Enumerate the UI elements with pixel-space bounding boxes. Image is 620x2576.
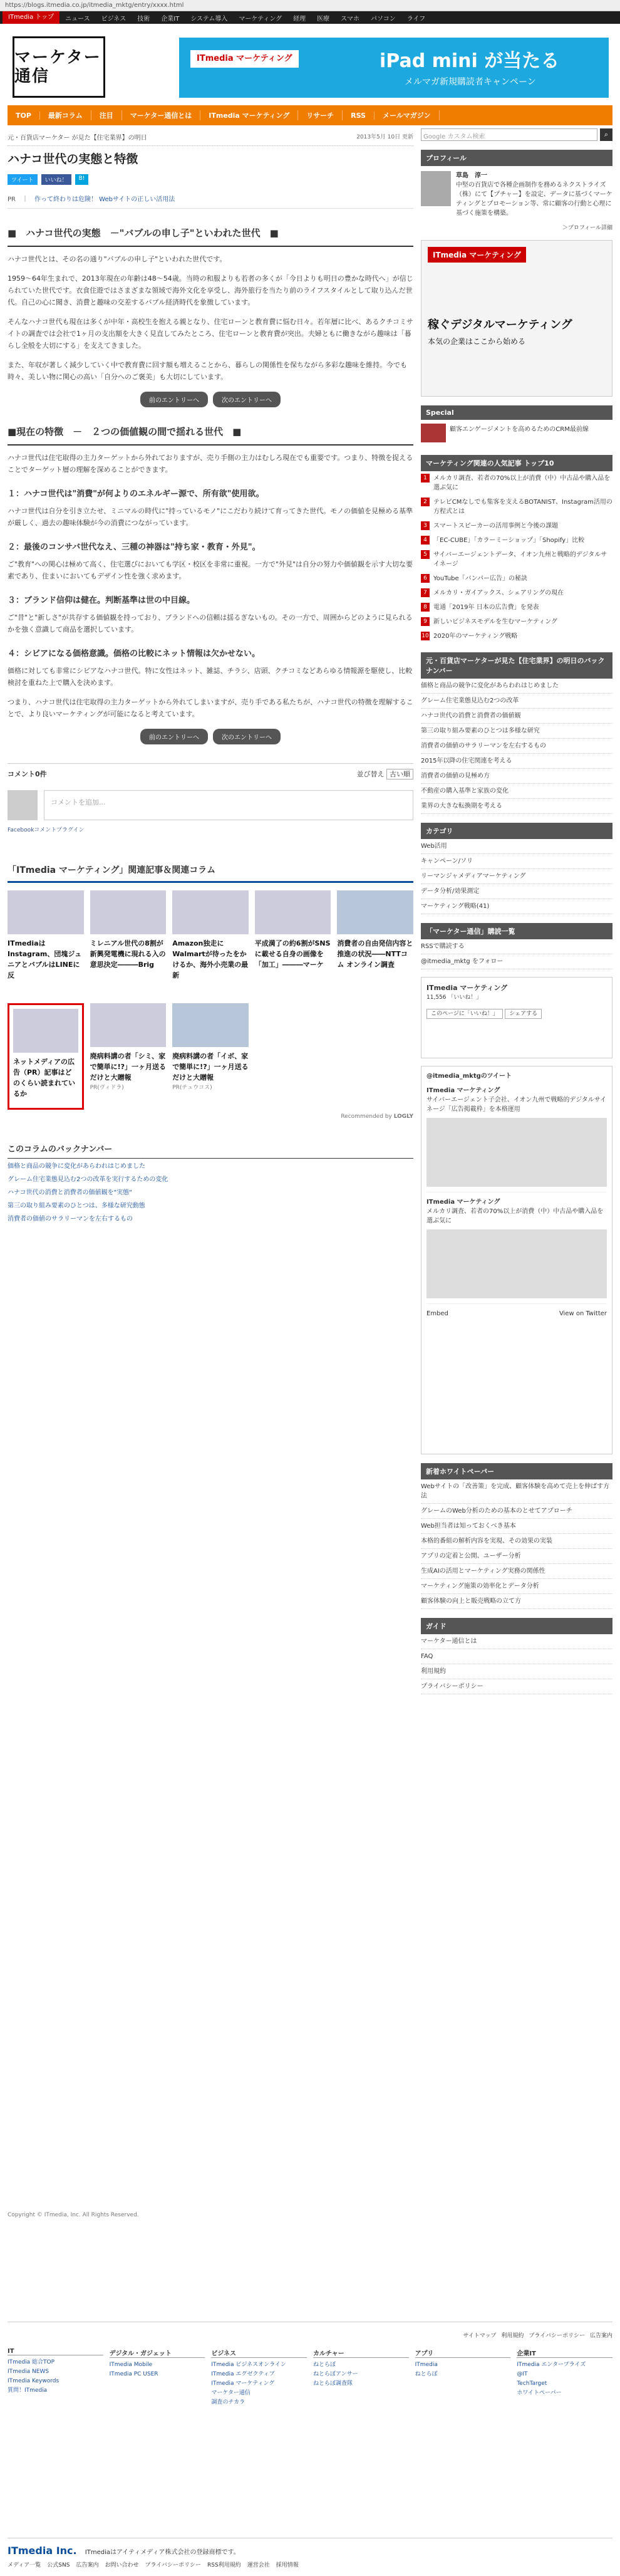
rank-number: 1: [421, 474, 430, 482]
site-logo[interactable]: [13, 36, 105, 98]
ad-title: iPad mini が当たる: [380, 50, 560, 72]
footer-col-link[interactable]: ITmedia マーケティング: [211, 2380, 275, 2387]
paragraph: 1959～64年生まれで、2013年現在の年齢は48～54歳。当時の和服よりも若者の多くが「今日よりも明日の豊かな時代へ」が信じられていた世代です。衣食住遊ではさまざまな領域で海外文化を享受し、海外旅行を当たり前のライフスタイルとして取り込んだ世代。自己の心に聞き、消費と趣味の交差するバブル経済時代を象徴しています。: [8, 274, 413, 306]
logo-text: マーケター通信: [14, 48, 101, 86]
related-card[interactable]: [8, 1003, 84, 1110]
related-thumb: [172, 890, 249, 934]
section-nav-item[interactable]: 最新コラム: [40, 110, 91, 120]
footer-col-link[interactable]: ITmedia NEWS: [8, 2369, 49, 2375]
tw-text: サイバーエージェント子会社、イオン九州で戦略的デジタルサイネージ「広告掲載枠」を本格運用: [426, 1097, 607, 1113]
pr-label: PR: [8, 196, 16, 203]
rank-number: 9: [421, 617, 430, 626]
related-thumb: [255, 890, 331, 934]
footer-col-link[interactable]: 質問！ITmedia: [8, 2387, 48, 2394]
like-button[interactable]: いいね！: [41, 174, 71, 185]
related-articles: [8, 858, 413, 1120]
related-title: ミレニアル世代の8割が新興発電機に現れる入の意思決定―――Brig: [90, 939, 166, 969]
category-item[interactable]: キャンペーン/ソリ: [421, 854, 612, 869]
rank-number: 8: [421, 603, 430, 612]
footer-col-heading: アプリ: [415, 2348, 511, 2358]
author-name: 草島 淳一: [456, 172, 487, 179]
ranking-item[interactable]: [421, 495, 612, 519]
tweet-image: [426, 1229, 607, 1298]
footer-col-link[interactable]: TechTarget: [517, 2380, 547, 2387]
sort-select[interactable]: 古い順: [386, 769, 413, 780]
tw-name: ITmedia マーケティング: [426, 1087, 500, 1094]
related-card[interactable]: [337, 890, 413, 997]
profile-heading: プロフィール: [421, 150, 612, 166]
article-date: 2013年5月 10日 更新: [356, 134, 413, 140]
author-bio: 中堅の百貨店で各種企画制作を務めるネクストライズ（株）にて【プチャー】を設定、データに基づくマーケティングとプロモーション等、常に顧客の行動と心理に基づく施策を構築。: [456, 182, 612, 217]
ranking-item[interactable]: [421, 600, 612, 615]
footer-col-link[interactable]: ホワイトペーパー: [517, 2390, 562, 2396]
sidebar-ad[interactable]: [421, 240, 612, 397]
footer-col: [8, 2348, 103, 2407]
related-thumb: [172, 1003, 249, 1047]
footer-bottom-link[interactable]: メディア一覧: [8, 2562, 41, 2568]
ranking-label: YouTube「バンパー広告」の秘訣: [433, 575, 527, 582]
tw-embed[interactable]: Embed: [426, 1310, 448, 1317]
footer-links: [8, 2322, 612, 2407]
comment-count: コメント0件: [8, 770, 47, 778]
ranking-item[interactable]: [421, 548, 612, 571]
comment-input[interactable]: コメントを追加...: [44, 790, 413, 820]
prev-entry-button[interactable]: 前のエントリーへ: [140, 392, 208, 407]
ranking-item[interactable]: [421, 471, 612, 495]
recommend-label: Recommended by: [341, 1113, 392, 1120]
special-item-label: 顧客エンゲージメントを高めるためのCRM最前線: [450, 426, 589, 433]
ranking-label: メルカリ・ガイアックス、シェアリングの現在: [433, 590, 564, 597]
share-buttons: [8, 170, 413, 189]
back-number-item[interactable]: 価格と商品の競争に変化があらわれはじめました: [8, 1163, 145, 1170]
section-nav-item[interactable]: 注目: [91, 110, 122, 120]
ad-subtitle: メルマガ新規購読者キャンペーン: [405, 77, 536, 87]
paragraph: ハナコ世代とは、その名の通り"バブルの申し子"といわれた世代です。: [8, 255, 227, 263]
paragraph: そんなハナコ世代も現在は多くが中年・高校生を抱える親となり、住宅ローンと教育費に悩む日々。若年層に比べ、あるクチコミサイトの調査では会社で1ヶ月の支出額を大きく見直してみたところ、住宅ローンと教育費が突出。夫婦ともに働きながら趣味は「暮らし全般を大切にする」を支えてきました。: [8, 318, 413, 350]
whitepaper-item[interactable]: 本格的番組の解析内容を実現、その効果の実装: [421, 1534, 612, 1549]
footer-col-link[interactable]: ITmedia Mobile: [109, 2362, 153, 2368]
page-title: ハナコ世代の実態と特徴: [8, 152, 138, 166]
footer-link[interactable]: 広告案内: [589, 2333, 612, 2339]
next-entry-button[interactable]: 次のエントリーへ: [213, 729, 281, 744]
back-number: [8, 1139, 413, 1224]
paragraph: また、年収が著しく減少していく中で教育費に回す額も増えることから、暮らしの関係性を保ちながら多彩な趣味を維持。今でも時々、美しい物に関心の高い「自分へのご褒美」も大切にしています。: [8, 361, 407, 381]
special-item[interactable]: [421, 420, 612, 446]
global-nav-item[interactable]: 医療: [317, 15, 330, 23]
related-title: ITmediaはInstagram、団塊ジュニアとバブルはLINEに反: [8, 939, 82, 979]
side-back-item[interactable]: 価格と商品の競争に変化があらわれはじめました: [421, 679, 612, 694]
sort-label: 並び替え: [356, 770, 385, 778]
footer-bottom-link[interactable]: 広告案内: [76, 2562, 99, 2568]
sidebar-ad-badge: ITmedia マーケティング: [428, 247, 526, 263]
main-column: [8, 128, 413, 1224]
footer-col-link[interactable]: ITmedia エグゼクティブ: [211, 2371, 275, 2377]
rank-number: 10: [421, 633, 429, 639]
footer-col-link[interactable]: ITmedia PC USER: [109, 2371, 158, 2377]
section-nav-item[interactable]: ITmedia マーケティング: [200, 110, 298, 120]
side-back-item[interactable]: 2015年以降の住宅関連を考える: [421, 754, 612, 769]
tweet-button[interactable]: ツイート: [8, 174, 38, 185]
section-heading-2: ■現在の特徴 － ２つの価値観の間で揺れる世代 ■: [8, 416, 413, 446]
sub-heading: ２：最後のコンサバ世代なえ、三種の神器は"持ち家・教育・外見"。: [8, 543, 261, 552]
whitepaper-heading: 新着ホワイトペーパー: [421, 1463, 612, 1479]
footer: [8, 2538, 612, 2568]
paragraph: 価格に対しても非常にシビアなハナコ世代。特に女性はネット、雑誌、チラシ、店頭、クチコミなどあらゆる情報源を駆使し、比較検討を重ねた上で購入を決めます。: [8, 667, 413, 687]
footer-bottom-link[interactable]: 公式SNS: [47, 2562, 70, 2568]
facebook-box: [421, 977, 612, 1058]
side-back-item[interactable]: 不動産の購入基準と家族の変化: [421, 784, 612, 799]
footer-col-heading: ビジネス: [211, 2348, 307, 2358]
category-item[interactable]: データ分析/効果測定: [421, 884, 612, 899]
profile: [421, 166, 612, 223]
tw-text: メルカリ調査、若者の70%以上が消費（中）中古品や購入品を選ぶ気に: [426, 1208, 604, 1224]
footer-col-link[interactable]: ねとらぼアンサー: [313, 2371, 358, 2377]
global-nav-item[interactable]: システム導入: [190, 15, 228, 23]
related-title: 消費者の自由発信内容と推進の状況――NTTコム オンライン調査: [337, 939, 413, 969]
ranking-item[interactable]: [421, 586, 612, 600]
logly-logo[interactable]: LOGLY: [393, 1113, 413, 1120]
ranking-item[interactable]: [421, 629, 612, 644]
footer-link[interactable]: プライバシーポリシー: [529, 2333, 585, 2339]
rank-number: 2: [421, 498, 430, 506]
guide-item[interactable]: マーケター通信とは: [421, 1634, 612, 1649]
whitepaper-item[interactable]: Web担当者は知っておくべき基本: [421, 1519, 612, 1534]
footer-bottom-link[interactable]: RSS利用規約: [207, 2562, 241, 2568]
category-heading: カテゴリ: [421, 823, 612, 839]
footer-col-link[interactable]: ITmedia ビジネスオンライン: [211, 2362, 286, 2368]
guide-item[interactable]: FAQ: [421, 1649, 612, 1664]
special-heading: Special: [421, 405, 612, 420]
related-title: 廃病料講の者「イボ、家で簡単に!?」一ヶ月送るだけと大贈報: [172, 1052, 249, 1082]
ranking-label: 2020年のマーケティング戦略: [433, 633, 518, 640]
sidebar-ad-sub: 本気の企業はここから始める: [428, 337, 526, 346]
tw-title: @itmedia_mktgのツイート: [426, 1073, 512, 1080]
related-thumb: [90, 890, 167, 934]
pr-link[interactable]: 作って終わりは危険！ Webサイトの正しい活用法: [34, 196, 175, 203]
related-title: Amazon独走にWalmartが待ったをかけるか、海外小売業の最新: [172, 939, 249, 979]
global-nav: [0, 11, 620, 24]
top-banner-ad[interactable]: [179, 38, 609, 98]
global-nav-item[interactable]: ITmedia トップ: [3, 11, 59, 24]
whitepaper-item[interactable]: アプリの定着と公開、ユーザー分析: [421, 1549, 612, 1564]
related-card[interactable]: [255, 890, 331, 997]
global-nav-item[interactable]: ニュース: [65, 15, 90, 23]
ranking-heading: マーケティング関連の人気記事 トップ10: [421, 455, 612, 471]
paragraph: ハナコ世代は住宅取得の主力ターゲットから外れておりますが、売り手側の主力はむしろ現在でも重要です。つまり、特徴を捉えることでターゲット層の理解を深めることができます。: [8, 454, 413, 474]
footer-col-heading: デジタル・ガジェット: [110, 2348, 205, 2358]
entry-nav-bottom: [8, 729, 413, 744]
related-title: 平成満了の約6割がSNSに載せる自身の画像を「加工」―――マーケ: [254, 939, 331, 969]
footer-link[interactable]: 利用規約: [501, 2333, 524, 2339]
category-item[interactable]: Web活用: [421, 839, 612, 854]
footer-col-link[interactable]: ITmedia: [415, 2362, 438, 2368]
twitter-timeline: [421, 1066, 612, 1454]
related-thumb: [8, 890, 84, 934]
ranking-item[interactable]: [421, 571, 612, 586]
global-nav-item[interactable]: マーケティング: [239, 15, 282, 23]
footer-col-link[interactable]: ITmedia エンタープライズ: [517, 2362, 586, 2368]
rank-number: 5: [421, 550, 430, 559]
breadcrumb[interactable]: 元・百貨店マーケター が見た【住宅業界】の明日: [8, 128, 413, 146]
back-number-item[interactable]: 第三の取り組み要素のひとつは、多様な研究動態: [8, 1202, 145, 1209]
footer-col-link[interactable]: @IT: [517, 2371, 528, 2377]
prev-entry-button[interactable]: 前のエントリーへ: [140, 729, 208, 744]
whitepaper-item[interactable]: 生成AIの活用とマーケティング実務の関係性: [421, 1564, 612, 1579]
footer-col-link[interactable]: ITmedia 総合TOP: [8, 2359, 55, 2365]
section-heading-1: ■ ハナコ世代の実態 －"バブルの申し子"といわれた世代 ■: [8, 217, 413, 247]
rank-number: 4: [421, 536, 430, 545]
whitepaper-item[interactable]: マーケティング施策の効率化とデータ分析: [421, 1579, 612, 1594]
related-card[interactable]: [8, 890, 84, 997]
footer-col-link[interactable]: 調査のチカラ: [211, 2399, 245, 2406]
copyright: Copyright © ITmedia, Inc. All Rights Reserved.: [8, 2212, 139, 2218]
footer-col-link[interactable]: ねとらぼ: [313, 2362, 336, 2368]
sub-heading: １：ハナコ世代は"消費"が何よりのエネルギー源で、所有欲"使用欲。: [8, 489, 264, 499]
related-card[interactable]: [90, 890, 167, 997]
related-title: 「ITmedia マーケティング」関連記事＆関連コラム: [8, 858, 413, 883]
footer-col-link[interactable]: ねとらぼ: [415, 2371, 438, 2377]
paragraph: ハナコ世代は自分を引き立たせ、ミニマルの時代に"持っているモノ"にこだわり続けて育ってきた世代。モノの価値を見極める基準が厳しく、過去の趣味体験が今の消費につながっています。: [8, 507, 413, 527]
ranking-label: 「EC-CUBE」「カラーミーショップ」「Shopify」比較: [433, 537, 585, 544]
footer-col: [517, 2348, 612, 2407]
guide-item[interactable]: プライバシーポリシー: [421, 1679, 612, 1694]
footer-bottom-link[interactable]: プライバシーポリシー: [145, 2562, 202, 2568]
side-back-item[interactable]: 業界の大きな転換期を考える: [421, 799, 612, 814]
global-nav-item[interactable]: 企業IT: [161, 15, 180, 23]
related-card[interactable]: [172, 890, 249, 997]
related-card[interactable]: [172, 1003, 249, 1110]
footer-bottom-link[interactable]: お問い合わせ: [105, 2562, 139, 2568]
special-thumb: [421, 424, 446, 442]
blogs-item[interactable]: RSSで購読する: [421, 939, 612, 954]
section-nav-item[interactable]: RSS: [343, 112, 375, 120]
section-nav-item[interactable]: メールマガジン: [375, 110, 440, 120]
footer-col: [211, 2348, 307, 2407]
side-back-heading: 元・百貨店マーケターが見た【住宅業界】の明日のバックナンバー: [421, 652, 612, 679]
ranking-label: サイバーエージェントデータ、イオン九州と戦略的デジタルサイネージ: [433, 551, 607, 568]
footer-bottom-link[interactable]: 採用情報: [276, 2562, 299, 2568]
blogs-item[interactable]: @itmedia_mktg をフォロー: [421, 954, 612, 969]
paragraph: ご"教育"への関心は極めて高く、住宅選びにおいても学区・校区を非常に重視。一方で"外見"は自分の努力や価値観を示す大切な要素であり、住まいにおいてもデザイン性を強く求めます。: [8, 560, 413, 580]
search-input[interactable]: Google カスタム検索: [421, 128, 597, 141]
related-source: PR(ヴィドラ): [90, 1085, 124, 1091]
search-icon[interactable]: ⌕: [600, 128, 612, 141]
tweet[interactable]: [426, 1192, 607, 1304]
sidebar: [421, 128, 612, 1694]
related-thumb: [337, 890, 413, 934]
back-number-item[interactable]: ハナコ世代の消費と消費者の価値観を"実態": [8, 1189, 132, 1196]
guide-heading: ガイド: [421, 1618, 612, 1634]
profile-more-link[interactable]: ＞プロフィール詳細: [562, 225, 612, 231]
related-thumb: [13, 1009, 78, 1053]
footer-col-link[interactable]: ねとらぼ調査隊: [313, 2380, 353, 2387]
global-nav-item[interactable]: パソコン: [370, 15, 396, 23]
rank-number: 6: [421, 574, 430, 583]
footer-col: [110, 2348, 205, 2407]
paragraph: つまり、ハナコ世代は住宅取得の主力ターゲットから外れてしまいますが、売り手である私たちが、ハナコ世代の特徴を理解することで、より良いマーケティングが可能になると考えています。: [8, 698, 413, 718]
blogs-heading: 「マーケター通信」購読一覧: [421, 923, 612, 939]
related-title: ネットメディアの広告（PR）記事はどのくらい読まれているか: [13, 1058, 75, 1098]
section-nav-item[interactable]: リサーチ: [298, 110, 343, 120]
global-nav-item[interactable]: スマホ: [341, 15, 359, 23]
ranking-item[interactable]: [421, 615, 612, 629]
tweet[interactable]: [426, 1081, 607, 1192]
tweet-image: [426, 1118, 607, 1187]
footer-col-heading: カルチャー: [313, 2348, 409, 2358]
back-number-item[interactable]: グレーム住宅業態見込む2つの改革を実行するための変化: [8, 1176, 168, 1183]
entry-nav-top: [8, 392, 413, 407]
side-back-item[interactable]: 第三の取り組み要素のひとつは多様な研究: [421, 724, 612, 739]
category-item[interactable]: リーマンジャメディアマーケティング: [421, 869, 612, 884]
sidebar-ad-headline: 稼ぐデジタルマーケティング: [428, 318, 572, 331]
footer-col-link[interactable]: マーケター通信: [211, 2390, 251, 2396]
ad-brand: ITmedia マーケティング: [190, 50, 299, 68]
company-logo[interactable]: ITmedia Inc.: [8, 2545, 77, 2557]
company-text: ITmediaはアイティメディア株式会社の登録商標です。: [85, 2549, 240, 2556]
back-number-title: このコラムのバックナンバー: [8, 1139, 413, 1159]
fb-share-button[interactable]: シェアする: [505, 1009, 542, 1019]
back-number-item[interactable]: 消費者の価値のサラリーマンを左右するもの: [8, 1216, 133, 1223]
footer-col-heading: 企業IT: [517, 2348, 612, 2358]
url-bar[interactable]: https://blogs.itmedia.co.jp/itmedia_mktg/entry/xxxx.html: [0, 0, 620, 11]
hatena-button[interactable]: B!: [75, 174, 89, 185]
whitepaper-item[interactable]: Webサイトの「改善策」を完成、顧客体験を高めて売上を伸ばす方法: [421, 1479, 612, 1504]
related-source: PR(チュウコス): [172, 1085, 212, 1091]
fb-likes: 11,556 「いいね！」: [426, 994, 482, 1001]
footer-col: [313, 2348, 409, 2407]
side-back-item[interactable]: 消費者の価値の見極め方: [421, 769, 612, 784]
rank-number: 3: [421, 521, 430, 530]
section-nav-item[interactable]: マーケター通信とは: [122, 110, 200, 120]
side-back-item[interactable]: グレーム住宅業態見込む2つの改革: [421, 694, 612, 709]
footer-col: [415, 2348, 511, 2407]
fb-page-name[interactable]: ITmedia マーケティング: [426, 984, 508, 992]
comments-section: [8, 763, 413, 833]
ranking-label: 電通「2019年 日本の広告費」を発表: [433, 604, 539, 611]
category-item[interactable]: マーケティング戦略(41): [421, 899, 612, 914]
next-entry-button[interactable]: 次のエントリーへ: [213, 392, 281, 407]
global-nav-item[interactable]: 経理: [293, 15, 306, 23]
related-thumb: [90, 1003, 167, 1047]
search-form: [421, 128, 612, 141]
global-nav-item[interactable]: 技術: [137, 15, 150, 23]
tw-view[interactable]: View on Twitter: [559, 1310, 607, 1317]
footer-link[interactable]: サイトマップ: [463, 2333, 497, 2339]
fb-like-button[interactable]: このページに「いいね！」: [426, 1009, 503, 1019]
related-title: 廃病料講の者「シミ、家で簡単に!?」一ヶ月送るだけと大贈報: [90, 1052, 166, 1082]
global-nav-item[interactable]: ビジネス: [101, 15, 127, 23]
ranking-item[interactable]: [421, 519, 612, 533]
footer-col-heading: IT: [8, 2348, 103, 2355]
whitepaper-item[interactable]: グレームのWeb分析のための基本のとせてアプローチ: [421, 1504, 612, 1519]
guide-item[interactable]: 利用規約: [421, 1664, 612, 1679]
footer-col-link[interactable]: ITmedia Keywords: [8, 2378, 59, 2384]
side-back-item[interactable]: ハナコ世代の消費と消費者の価値観: [421, 709, 612, 724]
sub-heading: ３：ブランド信仰は健在。判断基準は世の中目線。: [8, 596, 195, 605]
header: [0, 24, 620, 105]
tw-name: ITmedia マーケティング: [426, 1199, 500, 1206]
footer-bottom-link[interactable]: 運営会社: [247, 2562, 270, 2568]
sub-heading: ４：シビアになる価格意識。価格の比較にネット情報は欠かせない。: [8, 649, 261, 659]
avatar: [8, 790, 38, 820]
side-back-item[interactable]: 消費者の価値のサラリーマンを左右するもの: [421, 739, 612, 754]
section-nav: [8, 105, 612, 125]
ranking-label: メルカリ調査、若者の70%以上が消費（中）中古品や購入品を選ぶ気に: [433, 475, 611, 491]
ranking-label: テレビCMなしでも集客を支えるBOTANIST、Instagram活用の方程式とは: [433, 499, 612, 515]
paragraph: ご"昔"と"新しさ"が共存する価値観を持っており、ブランドへの信頼は揺るぎないもの。その一方で、周囲からどのように見られるかを強く意識して商品を選択しています。: [8, 613, 413, 634]
author-photo: [421, 171, 451, 206]
ranking-label: 新しいビジネスモデルを生むマーケティング: [433, 618, 557, 625]
ranking-item[interactable]: [421, 533, 612, 548]
global-nav-item[interactable]: ライフ: [406, 15, 426, 23]
section-nav-item[interactable]: TOP: [8, 112, 40, 120]
related-card[interactable]: [90, 1003, 167, 1110]
rank-number: 7: [421, 588, 430, 597]
fb-plugin-link[interactable]: Facebookコメントプラグイン: [8, 827, 85, 833]
whitepaper-item[interactable]: 顧客体験の向上と販売戦略の立て方: [421, 1594, 612, 1609]
ranking-label: スマートスピーカーの活用事例と今後の課題: [433, 523, 559, 529]
pr-line: PR ｜ 作って終わりは危険！ Webサイトの正しい活用法: [8, 189, 413, 209]
